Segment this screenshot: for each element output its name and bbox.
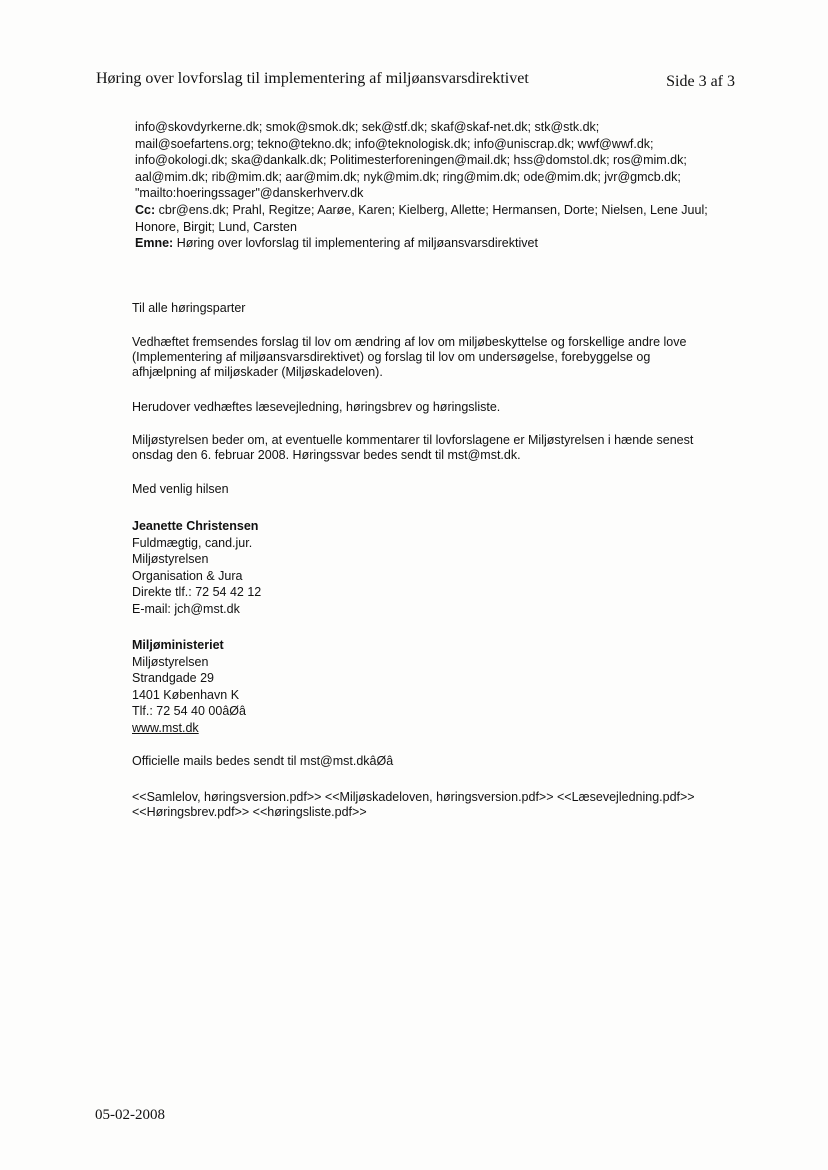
organization-line: 1401 København K: [132, 687, 240, 702]
paragraph-line: Vedhæftet fremsendes forslag til lov om ændring af lov om miljøbeskyttelse og forskellige andre love: [132, 335, 687, 349]
attachments-line[interactable]: <<Samlelov, høringsversion.pdf>> <<Miljøskadeloven, høringsversion.pdf>> <<Læsevejledning.pdf>>: [132, 790, 695, 804]
signature-line: Miljøstyrelsen: [132, 552, 209, 567]
official-mail-note: Officielle mails bedes sendt til mst@mst.dkâØâ: [132, 754, 394, 768]
paragraph-line: afhjælpning af miljøskader (Miljøskadeloven).: [132, 365, 383, 380]
paragraph-additional-attachments: Herudover vedhæftes læsevejledning, høringsbrev og høringsliste.: [132, 400, 501, 414]
signature-name: Jeanette Christensen: [132, 519, 259, 533]
email-header: [135, 119, 745, 252]
document-header-title: Høring over lovforslag til implementering af miljøansvarsdirektivet: [96, 70, 529, 87]
signature-email: E-mail: jch@mst.dk: [132, 601, 240, 616]
organization-line: Strandgade 29: [132, 671, 215, 686]
greeting: Til alle høringsparter: [132, 301, 246, 315]
organization-phone: Tlf.: 72 54 40 00âØâ: [132, 704, 246, 719]
subject-label: Emne:: [135, 236, 174, 251]
paragraph-line: onsdag den 6. februar 2008. Høringssvar bedes sendt til mst@mst.dk.: [132, 448, 521, 463]
paragraph-deadline: [132, 433, 742, 463]
cc-line-continued: Honore, Birgit; Lund, Carsten: [135, 219, 297, 234]
paragraph-line: (Implementering af miljøansvarsdirektivet) og forslag til lov om undersøgelse, forebyggelse og: [132, 350, 651, 365]
paragraph-attachments-intro: [132, 335, 742, 381]
subject-line: [135, 235, 745, 252]
organization-line: Miljøstyrelsen: [132, 654, 209, 669]
signature-block: [132, 518, 742, 618]
page-indicator: Side 3 af 3: [666, 73, 735, 90]
cc-line: [135, 202, 745, 219]
signature-line: Organisation & Jura: [132, 568, 243, 583]
cc-recipients: cbr@ens.dk; Prahl, Regitze; Aarøe, Karen; Kielberg, Allette; Hermansen, Dorte; Nielsen, Lene Juul;: [158, 202, 708, 217]
attachments-line[interactable]: <<Høringsbrev.pdf>> <<høringsliste.pdf>>: [132, 805, 367, 820]
recipient-line: "mailto:hoeringssager"@danskerhverv.dk: [135, 186, 364, 201]
subject-text: Høring over lovforslag til implementering af miljøansvarsdirektivet: [176, 236, 538, 251]
recipient-line: info@okologi.dk; ska@dankalk.dk; Politimesterforeningen@mail.dk; hss@domstol.dk; ros@mim.dk;: [135, 153, 687, 168]
organization-name: Miljøministeriet: [132, 638, 224, 652]
recipient-line: aal@mim.dk; rib@mim.dk; aar@mim.dk; nyk@mim.dk; ring@mim.dk; ode@mim.dk; jvr@gmcb.dk;: [135, 169, 681, 184]
signature-line: Fuldmægtig, cand.jur.: [132, 535, 253, 550]
footer-date: 05-02-2008: [95, 1107, 165, 1123]
attachments-list: [132, 790, 742, 820]
recipient-line: mail@soefartens.org; tekno@tekno.dk; info@teknologisk.dk; info@uniscrap.dk; wwf@wwf.dk;: [135, 136, 654, 151]
signature-line: Direkte tlf.: 72 54 42 12: [132, 585, 262, 600]
paragraph-line: Miljøstyrelsen beder om, at eventuelle kommentarer til lovforslagene er Miljøstyrelsen i hænde senest: [132, 433, 694, 447]
cc-label: Cc:: [135, 202, 156, 217]
organization-block: [132, 637, 742, 737]
website-link[interactable]: www.mst.dk: [132, 720, 199, 735]
recipient-line: info@skovdyrkerne.dk; smok@smok.dk; sek@stf.dk; skaf@skaf-net.dk; stk@stk.dk;: [135, 120, 600, 134]
closing: Med venlig hilsen: [132, 482, 229, 496]
